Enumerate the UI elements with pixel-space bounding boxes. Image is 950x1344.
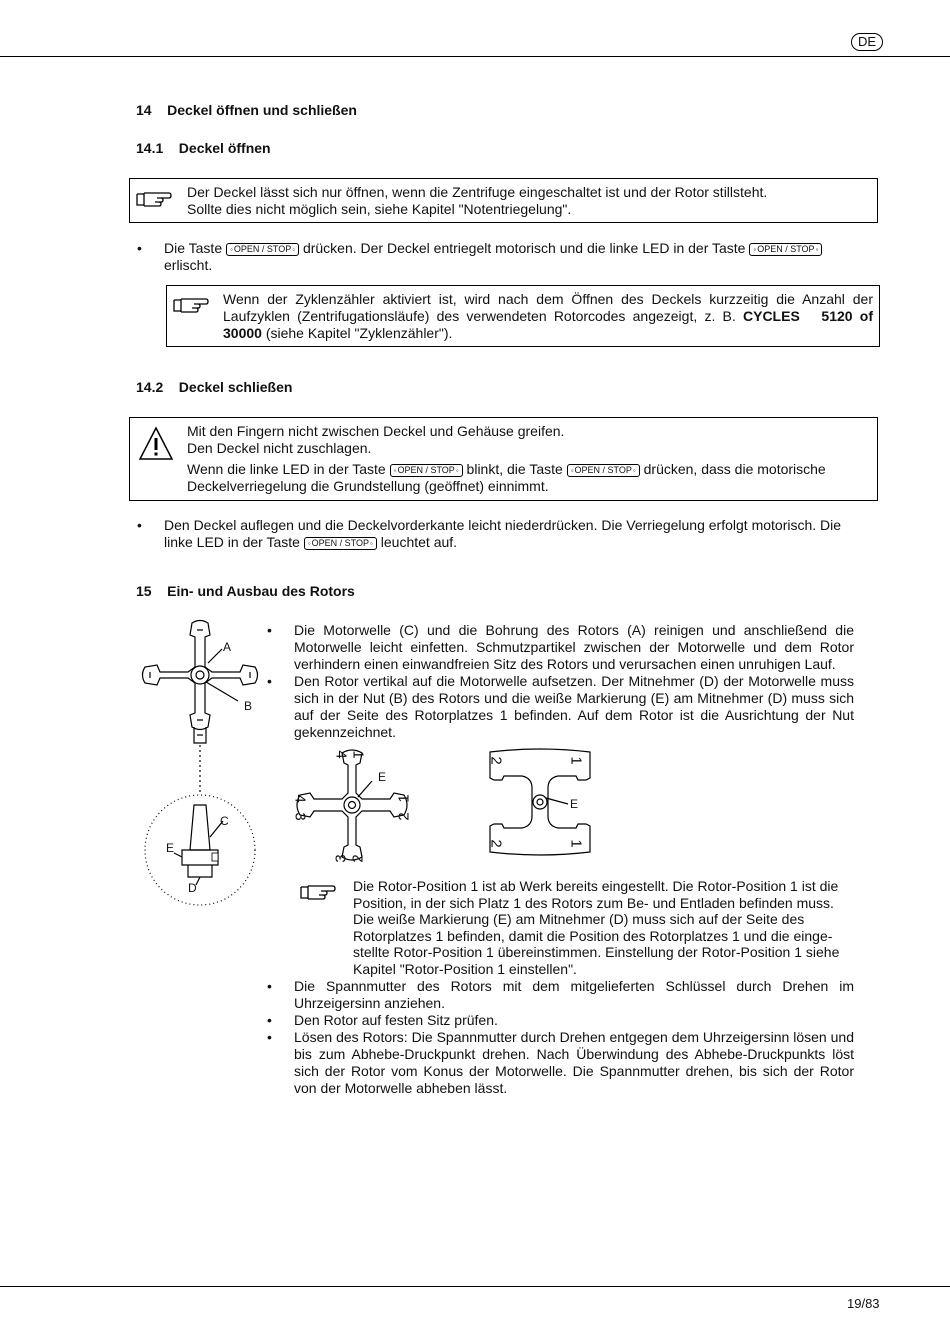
rotor-note-line-4: Rotorplatzes 1 befinden, damit die Position des Rotorplatzes 1 und die einge- <box>353 928 833 944</box>
bullet-marker: • <box>267 1012 272 1028</box>
h-rotor-position-2-top: 2 <box>487 756 505 765</box>
note-1-line-1: Der Deckel lässt sich nur öffnen, wenn die Zentrifuge eingeschaltet ist und der Rotor stillsteht. <box>187 184 768 200</box>
bullet-marker: • <box>137 240 142 256</box>
cross-rotor-position-3-left: 3 <box>291 812 309 821</box>
warning-box <box>129 417 878 501</box>
warning-triangle-icon <box>138 426 174 462</box>
bullet-marker: • <box>137 517 142 533</box>
bullet-mount-rotor: Den Rotor vertikal auf die Motorwelle aufsetzen. Der Mitnehmer (D) der Motorwelle muss sich in der Nut (B) des Rotors und die weiße Markierung (E) am Mitnehmer (D) muss sich auf der Seite des Rotorplatzes 1 befinden. Auf dem Rotor ist die Ausrichtung der Nut gekennzeichnet. <box>294 673 854 740</box>
warning-line-4: Deckelverriegelung die Grundstellung (geöffnet) einnimmt. <box>187 478 549 494</box>
rotor-note-line-1: Die Rotor-Position 1 ist ab Werk bereits eingestellt. Die Rotor-Position 1 ist die <box>353 878 839 894</box>
section-14-title: 14 Deckel öffnen und schließen <box>136 102 357 118</box>
label-a: A <box>223 640 232 654</box>
cross-rotor-position-2-right: 2 <box>395 812 413 821</box>
section-15-title: 15 Ein- und Ausbau des Rotors <box>136 583 355 599</box>
open-stop-key: ◦ OPEN / STOP ◦ <box>390 464 463 477</box>
bullet-open-lid: Die Taste ◦ OPEN / STOP ◦ drücken. Der Deckel entriegelt motorisch und die linke LED in der Taste ◦ OPEN / STOP ◦ erlischt. <box>164 240 864 274</box>
bullet-close-lid: Den Deckel auflegen und die Deckelvorderkante leicht niederdrücken. Die Verriegelung erfolgt motorisch. Die linke LED in der Taste ◦ OPEN / STOP ◦ leuchtet auf. <box>164 517 864 551</box>
bullet-release-rotor: Lösen des Rotors: Die Spannmutter durch Drehen entgegen dem Uhrzeigersinn lösen und bis zum Abhebe-Druckpunkt drehen. Nach Überwindung des Abhebe-Druckpunkts löst sich der Rotor vom Konus der Motorwelle. Die Spannmutter drehen, bis sich der Rotor von der Motorwelle abheben lässt. <box>294 1029 854 1096</box>
section-14-2-title: 14.2 Deckel schließen <box>136 379 293 395</box>
cross-rotor-position-2-bottom: 2 <box>349 854 367 863</box>
rotor-note-line-6: Kapitel "Rotor-Position 1 einstellen". <box>353 961 577 977</box>
cross-rotor-position-4-left: 4 <box>291 794 309 803</box>
label-e: E <box>166 841 175 855</box>
h-rotor-position-1-top: 1 <box>567 756 585 765</box>
bullet-check-seat: Den Rotor auf festen Sitz prüfen. <box>294 1012 498 1028</box>
warning-line-1: Mit den Fingern nicht zwischen Deckel und Gehäuse greifen. <box>187 423 565 439</box>
warning-line-3: Wenn die linke LED in der Taste ◦ OPEN / STOP ◦ blinkt, die Taste ◦ OPEN / STOP ◦ drücken, dass die motorische <box>187 461 867 478</box>
note-1-line-2: Sollte dies nicht möglich sein, siehe Kapitel "Notentriegelung". <box>187 201 572 217</box>
label-b: B <box>244 699 253 713</box>
cross-rotor-position-1: 1 <box>349 750 367 759</box>
rotor-note-line-2: Position, in der sich Platz 1 des Rotors zum Be- und Entladen befinden muss. <box>353 895 834 911</box>
cross-rotor-topview <box>290 745 420 870</box>
cross-rotor-position-1-right: 1 <box>395 794 413 803</box>
cross-rotor-position-4: 4 <box>332 750 350 759</box>
h-rotor-position-2-bottom: 2 <box>487 839 505 848</box>
page-number: 19/83 <box>847 1296 880 1311</box>
note-2-text: Wenn der Zyklenzähler aktiviert ist, wird nach dem Öffnen des Deckels kurzzeitig die Anzahl der Laufzyklen (Zentrifugationsläufe) des verwendeten Rotorcodes angezeigt, z. B. CYCLES 5120 of 30000 (siehe Kapitel "Zyklenzähler"). <box>223 291 873 341</box>
note-box-2 <box>166 285 880 347</box>
language-badge: DE <box>851 33 883 51</box>
open-stop-key: ◦ OPEN / STOP ◦ <box>567 464 640 477</box>
label-c: C <box>220 814 229 828</box>
pointing-hand-icon <box>173 295 209 315</box>
bullet-marker: • <box>267 673 272 689</box>
note-box-1 <box>129 178 878 223</box>
open-stop-key: ◦ OPEN / STOP ◦ <box>749 243 822 256</box>
label-e-h: E <box>570 797 579 811</box>
footer-rule <box>0 1286 950 1287</box>
open-stop-key: ◦ OPEN / STOP ◦ <box>226 243 299 256</box>
pointing-hand-icon <box>300 882 336 902</box>
pointing-hand-icon <box>136 189 172 209</box>
label-e-cross: E <box>378 770 387 784</box>
bullet-marker: • <box>267 622 272 638</box>
bullet-marker: • <box>267 1029 272 1045</box>
header-rule <box>0 56 950 57</box>
rotor-shaft-figure <box>130 615 270 910</box>
h-rotor-position-1-bottom: 1 <box>567 839 585 848</box>
warning-line-2: Den Deckel nicht zuschlagen. <box>187 440 372 456</box>
rotor-note-line-5: stellte Rotor-Position 1 übereinstimmen. Einstellung der Rotor-Position 1 siehe <box>353 944 840 960</box>
bullet-clean-shaft: Die Motorwelle (C) und die Bohrung des Rotors (A) reinigen und anschließend die Motorwelle leicht einfetten. Schmutzpartikel zwischen der Motorwelle und dem Rotor verhindern einen einwandfreien Sitz des Rotors und verursachen einen unruhigen Lauf. <box>294 622 854 672</box>
bullet-tighten-nut: Die Spannmutter des Rotors mit dem mitgelieferten Schlüssel durch Drehen im Uhrzeigersinn anziehen. <box>294 978 854 1011</box>
label-d: D <box>188 881 197 895</box>
rotor-note-line-3: Die weiße Markierung (E) am Mitnehmer (D) muss sich auf der Seite des <box>353 911 805 927</box>
open-stop-key: ◦ OPEN / STOP ◦ <box>304 537 377 550</box>
section-14-1-title: 14.1 Deckel öffnen <box>136 140 271 156</box>
cross-rotor-position-3-bottom: 3 <box>332 854 350 863</box>
bullet-marker: • <box>267 978 272 994</box>
